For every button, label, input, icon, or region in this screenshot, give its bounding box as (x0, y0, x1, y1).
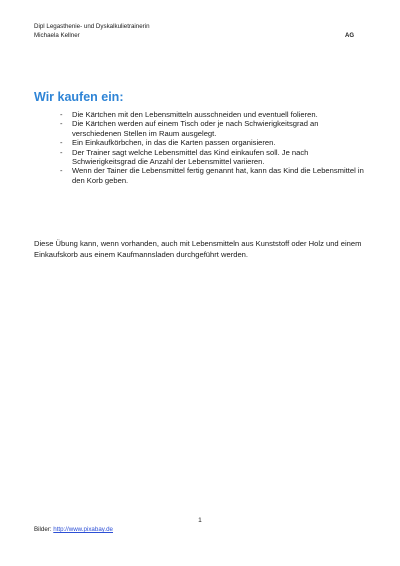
list-marker: - (60, 166, 63, 176)
list-item-text: Ein Einkaufkörbchen, in das die Karten passen organisieren. (72, 138, 276, 148)
list-item-text: Die Kärtchen werden auf einem Tisch oder je nach Schwierigkeitsgrad an verschiedenen Stellen im Raum ausgelegt. (72, 119, 319, 138)
page-header (34, 23, 354, 40)
list-item (34, 166, 364, 185)
list-item (34, 138, 364, 147)
list-item-text: Der Trainer sagt welche Lebensmittel das Kind einkaufen soll. Je nach Schwierigkeitsgrad die Anzahl der Lebensmittel variieren. (72, 147, 309, 167)
list-item (34, 148, 364, 167)
list-item (34, 110, 364, 119)
header-affiliation: Dipl Legasthenie- und Dyskalkulietrainerin (34, 23, 150, 30)
header-initials: AG (345, 32, 354, 39)
list-marker: - (60, 119, 63, 129)
list-item-text: Wenn der Tainer die Lebensmittel fertig genannt hat, kann das Kind die Lebensmittel in den Korb geben. (72, 166, 364, 185)
list-marker: - (60, 138, 63, 148)
list-marker: - (60, 147, 63, 157)
footer-label: Bilder: (34, 526, 54, 533)
page-footer (34, 526, 113, 533)
pixabay-link[interactable]: http://www.pixabay.de (53, 526, 113, 533)
page-title: Wir kaufen ein: (34, 90, 124, 104)
list-marker: - (60, 110, 63, 119)
header-author: Michaela Kellner (34, 31, 80, 39)
instruction-list (34, 110, 364, 185)
body-paragraph: Diese Übung kann, wenn vorhanden, auch mit Lebensmitteln aus Kunststoff oder Holz und einem Einkaufskorb aus einem Kaufmannsladen durchgeführt werden. (34, 239, 362, 259)
list-item-text: Die Kärtchen mit den Lebensmitteln ausschneiden und eventuell folieren. (72, 110, 318, 119)
list-item (34, 119, 364, 138)
page-number: 1 (198, 517, 202, 524)
